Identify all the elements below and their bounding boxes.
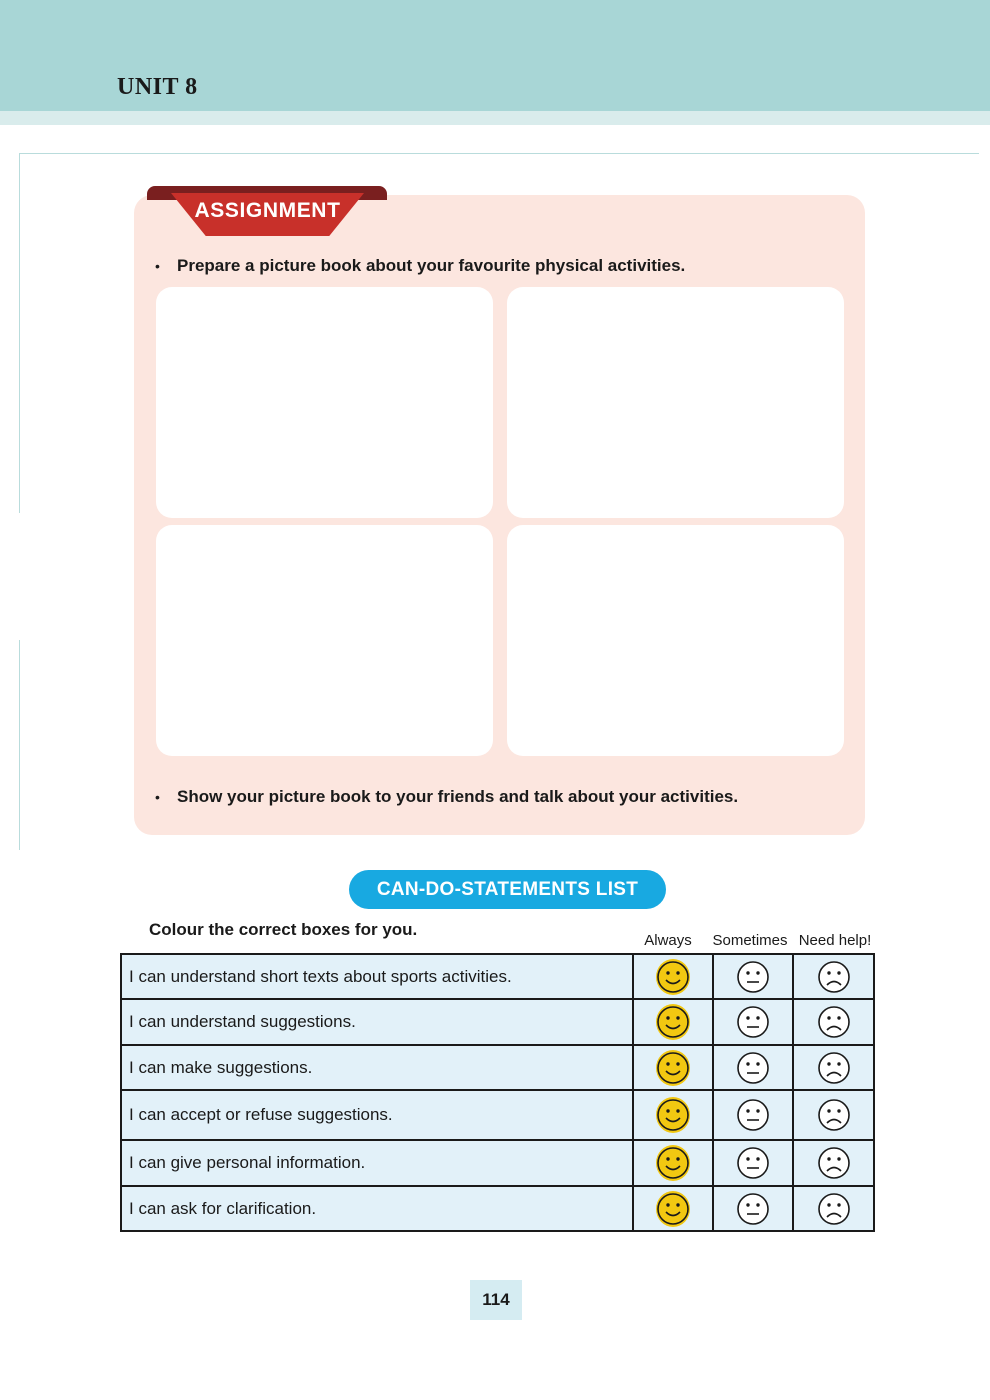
picture-panel-3[interactable] — [156, 525, 493, 756]
statement-text: I can ask for clarification. — [121, 1186, 633, 1231]
column-header-always: Always — [644, 932, 692, 949]
smiley-neutral-icon[interactable] — [713, 954, 793, 999]
smiley-sad-icon[interactable] — [793, 1045, 874, 1090]
smiley-happy-icon[interactable] — [633, 1140, 713, 1186]
picture-panel-4[interactable] — [507, 525, 844, 756]
smiley-sad-icon[interactable] — [793, 1090, 874, 1140]
can-do-title: CAN-DO-STATEMENTS LIST — [349, 870, 666, 909]
table-row — [121, 999, 874, 1045]
statement-text: I can give personal information. — [121, 1140, 633, 1186]
statement-text: I can understand short texts about sports activities. — [121, 954, 633, 999]
smiley-neutral-icon[interactable] — [713, 999, 793, 1045]
picture-panel-2[interactable] — [507, 287, 844, 518]
statement-text: I can accept or refuse suggestions. — [121, 1090, 633, 1140]
bullet: • — [155, 258, 160, 274]
page-frame-line — [19, 640, 20, 850]
bullet: • — [155, 789, 160, 805]
header-band-shadow — [0, 111, 990, 125]
assignment-instruction-2: Show your picture book to your friends and talk about your activities. — [177, 787, 739, 806]
table-row — [121, 1140, 874, 1186]
can-do-instruction: Colour the correct boxes for you. — [149, 920, 418, 939]
smiley-neutral-icon[interactable] — [713, 1090, 793, 1140]
smiley-happy-icon[interactable] — [633, 1090, 713, 1140]
smiley-happy-icon[interactable] — [633, 1186, 713, 1231]
smiley-neutral-icon[interactable] — [713, 1186, 793, 1231]
smiley-neutral-icon[interactable] — [713, 1045, 793, 1090]
statement-text: I can make suggestions. — [121, 1045, 633, 1090]
statement-text: I can understand suggestions. — [121, 999, 633, 1045]
can-do-table — [120, 953, 875, 1232]
smiley-happy-icon[interactable] — [633, 999, 713, 1045]
assignment-instruction-1: Prepare a picture book about your favourite physical activities. — [177, 256, 686, 275]
unit-title: UNIT 8 — [117, 74, 198, 100]
smiley-neutral-icon[interactable] — [713, 1140, 793, 1186]
table-row — [121, 954, 874, 999]
smiley-sad-icon[interactable] — [793, 1186, 874, 1231]
smiley-happy-icon[interactable] — [633, 954, 713, 999]
table-row — [121, 1090, 874, 1140]
smiley-sad-icon[interactable] — [793, 999, 874, 1045]
page-number: 114 — [470, 1280, 522, 1320]
table-row — [121, 1186, 874, 1231]
smiley-sad-icon[interactable] — [793, 1140, 874, 1186]
page-frame-line — [19, 153, 979, 154]
page-frame-line — [19, 153, 20, 513]
assignment-label: ASSIGNMENT — [194, 199, 341, 222]
column-header-sometimes: Sometimes — [712, 932, 788, 949]
smiley-happy-icon[interactable] — [633, 1045, 713, 1090]
smiley-sad-icon[interactable] — [793, 954, 874, 999]
column-header-need-help: Need help! — [798, 932, 872, 949]
table-row — [121, 1045, 874, 1090]
picture-panel-1[interactable] — [156, 287, 493, 518]
